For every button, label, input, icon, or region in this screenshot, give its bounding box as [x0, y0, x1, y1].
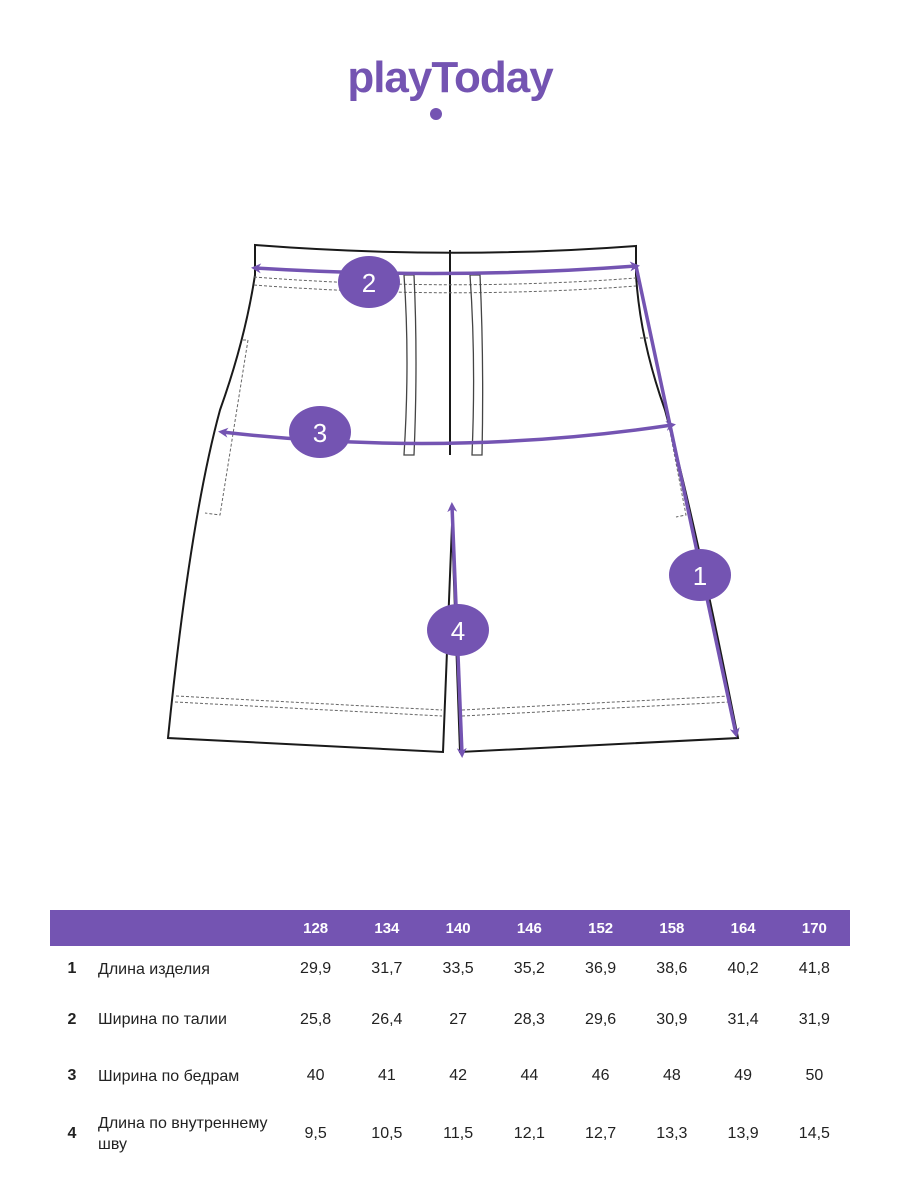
header-blank-num — [50, 910, 94, 946]
size-header-cell: 170 — [779, 910, 850, 946]
table-cell: 35,2 — [513, 960, 545, 977]
table-cell: 33,5 — [442, 960, 474, 977]
marker-1 — [669, 549, 731, 601]
table-cell: 31,9 — [798, 1010, 830, 1028]
header-blank-label — [94, 910, 280, 946]
table-row — [50, 946, 850, 992]
table-row — [50, 992, 850, 1047]
marker-4 — [427, 604, 489, 656]
brand-logo-text: playToday — [347, 53, 553, 102]
row-label: Ширина по бедрам — [98, 1067, 240, 1085]
marker-3-label: 3 — [312, 418, 328, 448]
shorts-drawing — [0, 220, 900, 780]
shorts-diagram — [0, 220, 900, 780]
table-cell: 50 — [805, 1067, 824, 1084]
marker-2 — [338, 256, 400, 308]
size-header-cell: 164 — [708, 910, 779, 946]
table-cell: 14,5 — [798, 1125, 830, 1142]
table-row — [50, 1047, 850, 1105]
length-arrow — [636, 266, 736, 734]
table-cell: 49 — [734, 1067, 753, 1084]
table-cell: 41,8 — [798, 960, 830, 977]
table-cell: 41 — [377, 1067, 396, 1084]
size-header-cell: 134 — [351, 910, 422, 946]
waist-width-arrow — [255, 266, 636, 274]
row-number: 3 — [67, 1067, 77, 1084]
table-cell: 30,9 — [656, 1010, 688, 1028]
table-cell: 26,4 — [371, 1010, 403, 1028]
table-cell: 31,7 — [371, 960, 403, 977]
marker-3 — [289, 406, 351, 458]
row-number: 4 — [67, 1125, 77, 1142]
table-cell: 36,9 — [585, 960, 617, 977]
row-label: Ширина по талии — [98, 1011, 227, 1028]
table-cell: 12,7 — [585, 1125, 617, 1142]
size-header-cell: 152 — [565, 910, 636, 946]
table-cell: 44 — [520, 1067, 539, 1084]
table-cell: 29,6 — [585, 1010, 617, 1028]
hem-stitching — [175, 696, 730, 716]
row-number: 2 — [67, 1010, 77, 1028]
size-table — [50, 910, 850, 1163]
table-cell: 48 — [662, 1067, 681, 1084]
table-cell: 42 — [449, 1067, 468, 1084]
table-cell: 9,5 — [304, 1125, 327, 1142]
table-row — [50, 1105, 850, 1163]
measurement-arrows — [222, 266, 736, 754]
row-label: Длина по внутреннему шву — [98, 1115, 268, 1153]
table-cell: 40,2 — [727, 960, 759, 977]
side-pockets — [205, 338, 686, 517]
row-label: Длина изделия — [98, 960, 210, 978]
row-number: 1 — [67, 960, 77, 977]
size-header-cell: 140 — [423, 910, 494, 946]
marker-2-label: 2 — [361, 268, 377, 298]
table-cell: 10,5 — [371, 1125, 403, 1142]
table-cell: 38,6 — [656, 960, 688, 977]
table-cell: 31,4 — [727, 1010, 759, 1028]
shorts-outline — [168, 245, 738, 752]
marker-4-label: 4 — [450, 616, 466, 646]
marker-1-label: 1 — [692, 561, 708, 591]
waistband-stitching — [254, 277, 636, 293]
table-cell: 28,3 — [513, 1010, 545, 1028]
size-header-cell: 158 — [636, 910, 707, 946]
table-cell: 13,3 — [656, 1125, 688, 1142]
table-cell: 40 — [306, 1067, 325, 1084]
drawstrings — [404, 275, 483, 455]
size-header-cell: 128 — [280, 910, 351, 946]
brand-logo — [0, 52, 900, 127]
table-cell: 29,9 — [300, 960, 332, 977]
table-cell: 27 — [449, 1010, 468, 1028]
table-cell: 25,8 — [300, 1010, 332, 1028]
table-cell: 13,9 — [727, 1125, 759, 1142]
table-cell: 46 — [591, 1067, 610, 1084]
size-header-cell: 146 — [494, 910, 565, 946]
size-header-row — [50, 910, 850, 946]
brand-logo-dot — [430, 108, 442, 120]
table-cell: 11,5 — [443, 1125, 474, 1142]
table-cell: 12,1 — [513, 1125, 545, 1142]
brand-logo-mark — [300, 52, 600, 127]
